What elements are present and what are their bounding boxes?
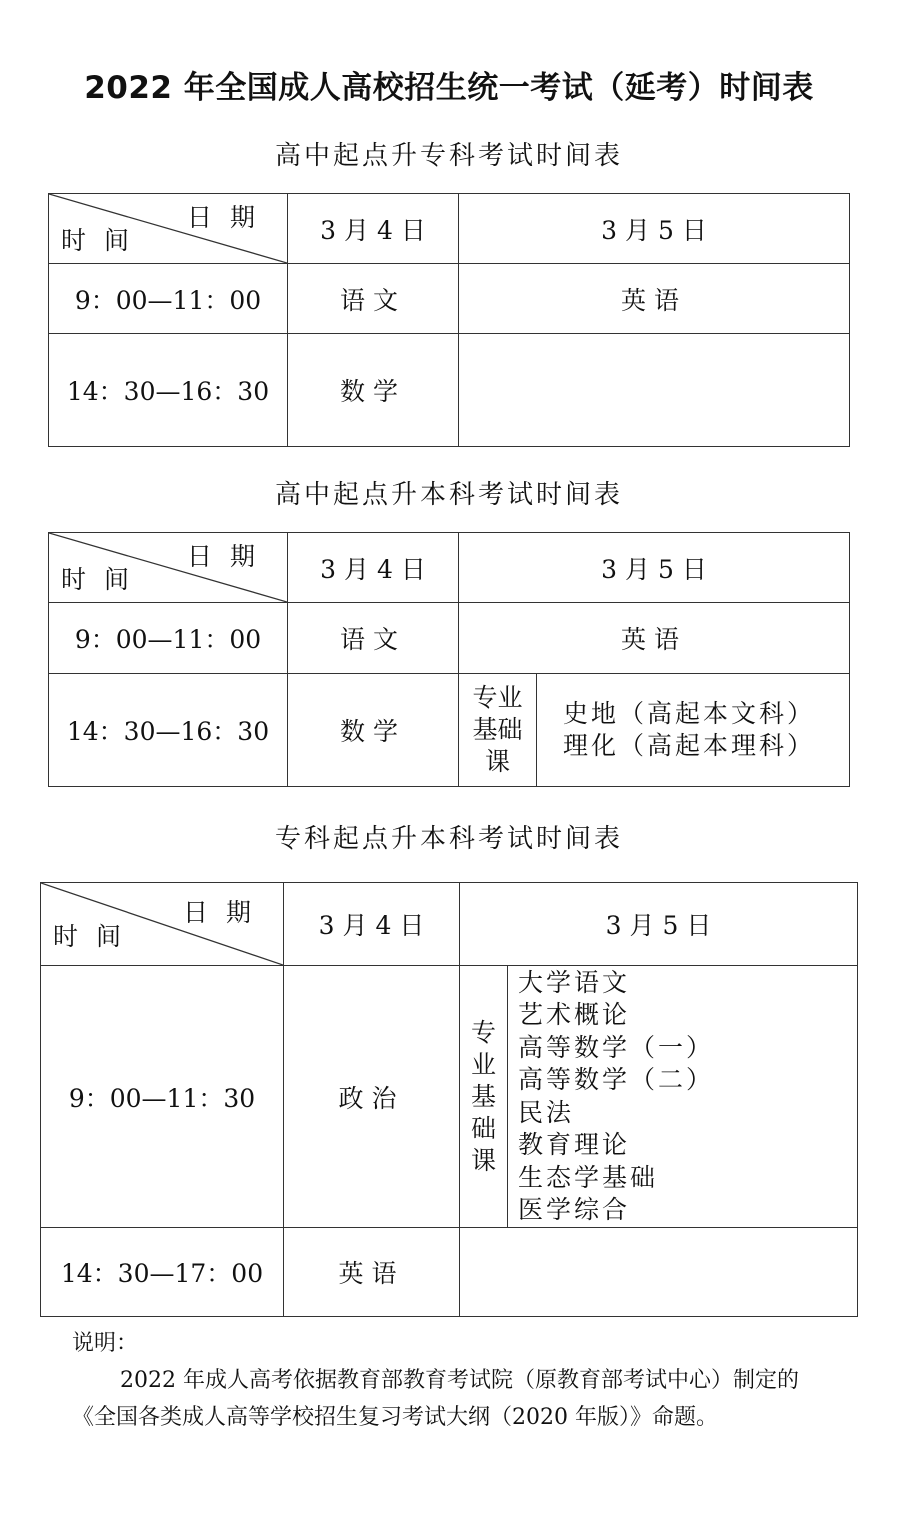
subject-cell: 语文 — [288, 264, 459, 334]
category-line: 课 — [484, 747, 510, 776]
time-cell: 14：30—17：00 — [41, 1228, 284, 1317]
schedule-table-1 — [48, 193, 850, 447]
category-char: 础 — [470, 1113, 496, 1143]
time-label: 时间 — [61, 565, 148, 594]
table1-subtitle: 高中起点升专科考试时间表 — [274, 141, 623, 171]
category-char: 专 — [470, 1017, 496, 1047]
subject-item: 生态学基础 — [518, 1162, 659, 1192]
date-col-1: 3 月 4 日 — [284, 883, 460, 966]
subject-cell: 英语 — [459, 603, 850, 674]
category-line: 基础 — [472, 715, 523, 744]
date-col-2: 3 月 5 日 — [459, 194, 850, 264]
subject-cell: 政治 — [284, 966, 460, 1228]
subjects-cell — [537, 674, 850, 787]
schedule-table-3 — [40, 882, 858, 1317]
time-cell: 14：30—16：30 — [49, 674, 288, 787]
date-col-2: 3 月 5 日 — [460, 883, 858, 966]
time-label: 时间 — [53, 922, 140, 951]
empty-cell — [459, 334, 850, 447]
subject-item: 大学语文 — [518, 967, 631, 997]
header-diagonal-cell — [41, 883, 284, 966]
schedule-table-2 — [48, 532, 850, 787]
subjects-cell — [508, 966, 858, 1228]
header-diagonal-cell — [49, 533, 288, 603]
subject-item: 高等数学（二） — [518, 1065, 715, 1094]
category-char: 课 — [470, 1145, 496, 1175]
subject-cell: 数学 — [288, 674, 459, 787]
subject-item: 教育理论 — [518, 1130, 631, 1159]
page-title: 2022 年全国成人高校招生统一考试（延考）时间表 — [84, 70, 814, 106]
time-cell: 9：00—11：00 — [49, 603, 288, 674]
subject-item: 高等数学（一） — [518, 1032, 715, 1062]
category-line: 专业 — [472, 683, 523, 712]
table2-subtitle: 高中起点升本科考试时间表 — [274, 480, 623, 510]
time-cell: 9：00—11：30 — [41, 966, 284, 1228]
subject-item: 民法 — [518, 1097, 575, 1127]
subject-cell: 英语 — [284, 1228, 460, 1317]
notes-heading: 说明： — [72, 1331, 139, 1356]
notes-section — [72, 1325, 842, 1436]
date-col-2: 3 月 5 日 — [459, 533, 850, 603]
time-label: 时间 — [61, 226, 148, 255]
subject-item: 艺术概论 — [518, 1000, 631, 1029]
category-cell — [459, 674, 537, 787]
date-col-1: 3 月 4 日 — [288, 194, 459, 264]
subject-cell: 英语 — [459, 264, 850, 334]
subject-item: 理化（高起本理科） — [563, 731, 816, 760]
date-label: 日期 — [186, 203, 273, 232]
category-char: 业 — [470, 1049, 496, 1079]
category-cell — [460, 966, 508, 1228]
subject-item: 医学综合 — [518, 1195, 631, 1224]
table3-subtitle: 专科起点升本科考试时间表 — [274, 824, 623, 854]
subject-cell: 语文 — [288, 603, 459, 674]
time-cell: 14：30—16：30 — [49, 334, 288, 447]
header-diagonal-cell — [49, 194, 288, 264]
empty-cell — [460, 1228, 858, 1317]
date-label: 日期 — [182, 898, 269, 927]
date-label: 日期 — [186, 542, 273, 571]
time-cell: 9：00—11：00 — [49, 264, 288, 334]
subject-cell: 数学 — [288, 334, 459, 447]
subject-item: 史地（高起本文科） — [563, 699, 816, 728]
notes-body: 2022 年成人高考依据教育部教育考试院（原教育部考试中心）制定的《全国各类成人高等学校招生复习考试大纲（2020 年版）》命题。 — [72, 1368, 799, 1430]
date-col-1: 3 月 4 日 — [288, 533, 459, 603]
category-char: 基 — [470, 1081, 496, 1111]
